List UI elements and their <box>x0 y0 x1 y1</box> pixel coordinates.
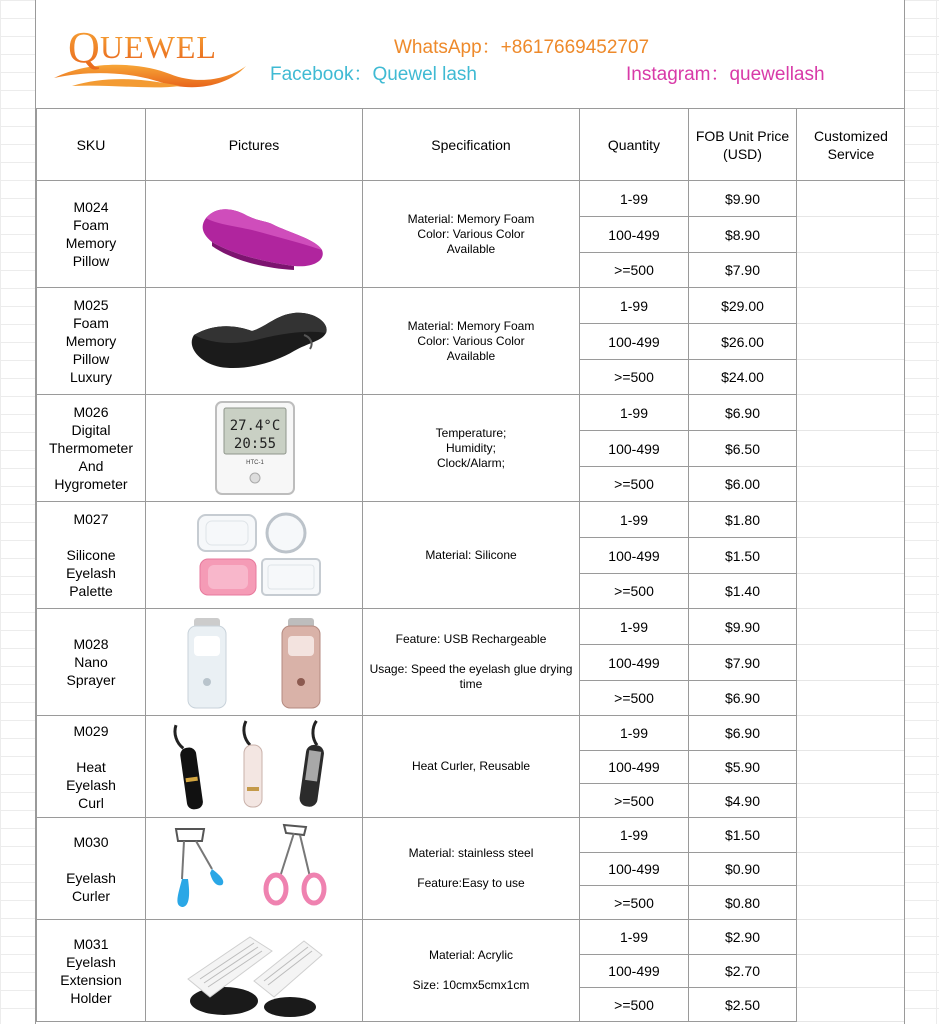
spec-line: Usage: Speed the eyelash glue drying <box>369 662 573 676</box>
customized-service-cell <box>797 538 906 574</box>
product-image <box>146 184 362 284</box>
customized-service-cell <box>797 253 906 288</box>
sku-line: M031 <box>73 935 109 952</box>
customized-service-cell <box>797 645 906 681</box>
quantity-cell: >=500 <box>580 574 689 609</box>
table-row <box>37 716 906 751</box>
table-row <box>37 395 906 431</box>
sku-line: Digital <box>71 422 111 438</box>
sku-line: Palette <box>69 583 113 599</box>
spec-line: Humidity; <box>445 440 496 455</box>
quantity-cell: >=500 <box>580 360 689 395</box>
sku-line: M026 <box>73 404 109 420</box>
sku-cell <box>37 716 146 818</box>
sku-line: Foam <box>73 315 109 331</box>
header-price <box>689 109 797 181</box>
customized-service-cell <box>797 853 906 886</box>
logo-rest: UEWEL <box>100 29 217 65</box>
spec-line: Material: Memory Foam <box>407 211 535 226</box>
price-cell: $9.90 <box>689 609 797 645</box>
customized-service-cell <box>797 609 906 645</box>
price-sheet <box>35 0 905 1024</box>
customized-service-cell <box>797 217 906 253</box>
price-cell: $8.90 <box>689 217 797 253</box>
specification-cell <box>363 502 580 609</box>
spec-line: Temperature; <box>435 425 507 440</box>
table-row <box>37 288 906 324</box>
customized-service-cell <box>797 716 906 751</box>
product-picture-cell <box>146 716 363 818</box>
quantity-cell: 1-99 <box>580 716 689 751</box>
sku-line: Luxury <box>69 369 113 385</box>
sku-line: M027 <box>73 511 109 527</box>
quantity-cell: >=500 <box>580 784 689 818</box>
customized-service-cell <box>797 467 906 502</box>
specification-cell <box>363 716 580 818</box>
header-pictures: Pictures <box>146 109 363 181</box>
header-service-line1: Customized <box>814 127 888 144</box>
customized-service-cell <box>797 360 906 395</box>
table-header-row <box>37 109 906 181</box>
customized-service-cell <box>797 988 906 1022</box>
sku-line: Curl <box>78 794 104 811</box>
product-image <box>146 612 362 712</box>
product-picture-cell <box>146 818 363 920</box>
spec-line: time <box>459 677 483 691</box>
sku-line: And <box>78 458 104 474</box>
specification-cell <box>363 181 580 288</box>
sku-line: Memory <box>65 235 117 251</box>
product-picture-cell <box>146 920 363 1022</box>
sku-cell <box>37 818 146 920</box>
sku-line: M024 <box>73 199 109 215</box>
customized-service-cell <box>797 181 906 217</box>
spec-line: Color: Various Color <box>417 226 525 241</box>
header-specification: Specification <box>363 109 580 181</box>
quantity-cell: 100-499 <box>580 538 689 574</box>
product-picture-cell <box>146 181 363 288</box>
quantity-cell: 100-499 <box>580 217 689 253</box>
spec-line: Available <box>446 241 496 256</box>
customized-service-cell <box>797 920 906 955</box>
quantity-cell: 1-99 <box>580 288 689 324</box>
spec-line: Material: Silicone <box>425 547 517 562</box>
price-cell: $9.90 <box>689 181 797 217</box>
price-cell: $7.90 <box>689 645 797 681</box>
sku-cell <box>37 395 146 502</box>
spec-line: Color: Various Color <box>417 333 525 348</box>
spec-line: Clock/Alarm; <box>436 455 505 470</box>
price-cell: $0.80 <box>689 886 797 920</box>
product-image <box>146 291 362 391</box>
thermo-model-label: HTC-1 <box>246 460 264 466</box>
table-row <box>37 818 906 853</box>
quantity-cell: >=500 <box>580 681 689 716</box>
product-image <box>146 921 362 1021</box>
price-cell: $1.40 <box>689 574 797 609</box>
price-cell: $6.90 <box>689 681 797 716</box>
product-image <box>146 398 362 498</box>
customized-service-cell <box>797 955 906 988</box>
sku-line: Extension <box>60 971 122 988</box>
price-cell: $6.00 <box>689 467 797 502</box>
sku-line: Eyelash <box>66 953 116 970</box>
specification-cell <box>363 395 580 502</box>
header-service-line2: Service <box>827 145 875 162</box>
price-cell: $5.90 <box>689 751 797 784</box>
quantity-cell: >=500 <box>580 467 689 502</box>
quantity-cell: 100-499 <box>580 645 689 681</box>
specification-cell <box>363 609 580 716</box>
quewel-logo <box>50 12 250 94</box>
quantity-cell: 100-499 <box>580 431 689 467</box>
table-row <box>37 920 906 955</box>
spec-line: Heat Curler, Reusable <box>411 759 531 773</box>
sku-line: Curler <box>71 887 111 904</box>
specification-cell <box>363 818 580 920</box>
sku-cell <box>37 609 146 716</box>
quantity-cell: 1-99 <box>580 181 689 217</box>
price-cell: $7.90 <box>689 253 797 288</box>
sku-line: Holder <box>70 989 112 1006</box>
customized-service-cell <box>797 502 906 538</box>
specification-cell <box>363 288 580 395</box>
product-price-table <box>36 108 905 1022</box>
sku-line: Pillow <box>72 351 110 367</box>
instagram-contact: Instagram：quewellash <box>626 64 825 85</box>
sku-line: Nano <box>74 654 108 670</box>
spec-line: Material: stainless steel <box>408 846 534 860</box>
table-row <box>37 181 906 217</box>
brand-header <box>36 0 905 109</box>
price-cell: $4.90 <box>689 784 797 818</box>
quantity-cell: 100-499 <box>580 853 689 886</box>
spec-line <box>363 647 579 662</box>
sku-line <box>37 851 145 869</box>
table-body <box>37 181 906 1022</box>
facebook-contact: Facebook：Quewel lash <box>270 64 477 85</box>
price-cell: $2.50 <box>689 988 797 1022</box>
table-row <box>37 609 906 645</box>
price-cell: $1.50 <box>689 538 797 574</box>
spec-line: Available <box>446 348 496 363</box>
quantity-cell: >=500 <box>580 886 689 920</box>
specification-cell <box>363 920 580 1022</box>
sku-line: Pillow <box>72 253 110 269</box>
price-cell: $1.80 <box>689 502 797 538</box>
price-cell: $1.50 <box>689 818 797 853</box>
customized-service-cell <box>797 784 906 818</box>
sku-line: M029 <box>73 722 109 739</box>
sku-line <box>37 740 145 758</box>
customized-service-cell <box>797 681 906 716</box>
sku-line: Silicone <box>66 547 116 563</box>
quantity-cell: 1-99 <box>580 920 689 955</box>
header-price-line1: FOB Unit Price <box>695 127 790 144</box>
spec-line: Material: Acrylic <box>428 948 514 962</box>
price-cell: $26.00 <box>689 324 797 360</box>
spec-line: Feature:Easy to use <box>417 876 525 890</box>
whatsapp-contact: WhatsApp：+8617669452707 <box>394 37 650 58</box>
customized-service-cell <box>797 395 906 431</box>
price-cell: $6.90 <box>689 395 797 431</box>
customized-service-cell <box>797 886 906 920</box>
price-cell: $0.90 <box>689 853 797 886</box>
quantity-cell: 1-99 <box>580 395 689 431</box>
customized-service-cell <box>797 288 906 324</box>
sku-line: Foam <box>73 217 109 233</box>
sku-line: Eyelash <box>66 869 116 886</box>
customized-service-cell <box>797 751 906 784</box>
price-cell: $2.70 <box>689 955 797 988</box>
sku-line: M025 <box>73 297 109 313</box>
price-cell: $2.90 <box>689 920 797 955</box>
sku-line <box>37 528 145 546</box>
sku-line: M030 <box>73 833 109 850</box>
sku-line: Thermometer <box>48 440 134 456</box>
sku-cell <box>37 920 146 1022</box>
product-image <box>146 819 362 919</box>
sku-cell <box>37 288 146 395</box>
sku-line: Eyelash <box>66 565 116 581</box>
customized-service-cell <box>797 431 906 467</box>
price-cell: $24.00 <box>689 360 797 395</box>
quantity-cell: 100-499 <box>580 955 689 988</box>
sku-line: M028 <box>73 636 109 652</box>
thermo-screen-top: 27.4°C <box>229 418 281 434</box>
quantity-cell: >=500 <box>580 988 689 1022</box>
product-picture-cell <box>146 288 363 395</box>
customized-service-cell <box>797 324 906 360</box>
table-row <box>37 502 906 538</box>
header-price-line2: (USD) <box>723 145 762 162</box>
thermo-screen-bottom: 20:55 <box>233 436 277 452</box>
price-cell: $29.00 <box>689 288 797 324</box>
header-service <box>797 109 906 181</box>
header-quantity: Quantity <box>580 109 689 181</box>
product-picture-cell <box>146 502 363 609</box>
header-sku: SKU <box>37 109 146 181</box>
spec-line: Size: 10cmx5cmx1cm <box>412 978 530 992</box>
quantity-cell: 1-99 <box>580 502 689 538</box>
quantity-cell: 100-499 <box>580 324 689 360</box>
spec-line: Feature: USB Rechargeable <box>395 632 547 646</box>
product-image <box>146 717 362 817</box>
spec-line <box>363 861 579 876</box>
spec-line <box>363 963 579 978</box>
product-picture-cell <box>146 395 363 502</box>
sku-cell <box>37 181 146 288</box>
quantity-cell: 100-499 <box>580 751 689 784</box>
customized-service-cell <box>797 818 906 853</box>
quantity-cell: 1-99 <box>580 609 689 645</box>
logo-initial: Q <box>68 23 100 72</box>
sku-line: Sprayer <box>66 672 116 688</box>
spec-line: Material: Memory Foam <box>407 318 535 333</box>
quantity-cell: 1-99 <box>580 818 689 853</box>
sku-cell <box>37 502 146 609</box>
price-cell: $6.90 <box>689 716 797 751</box>
sku-line: Eyelash <box>66 776 116 793</box>
price-cell: $6.50 <box>689 431 797 467</box>
sku-line: Hygrometer <box>54 476 128 492</box>
product-image <box>146 505 362 605</box>
product-picture-cell <box>146 609 363 716</box>
customized-service-cell <box>797 574 906 609</box>
quantity-cell: >=500 <box>580 253 689 288</box>
sku-line: Heat <box>76 758 106 775</box>
sku-line: Memory <box>65 333 117 349</box>
